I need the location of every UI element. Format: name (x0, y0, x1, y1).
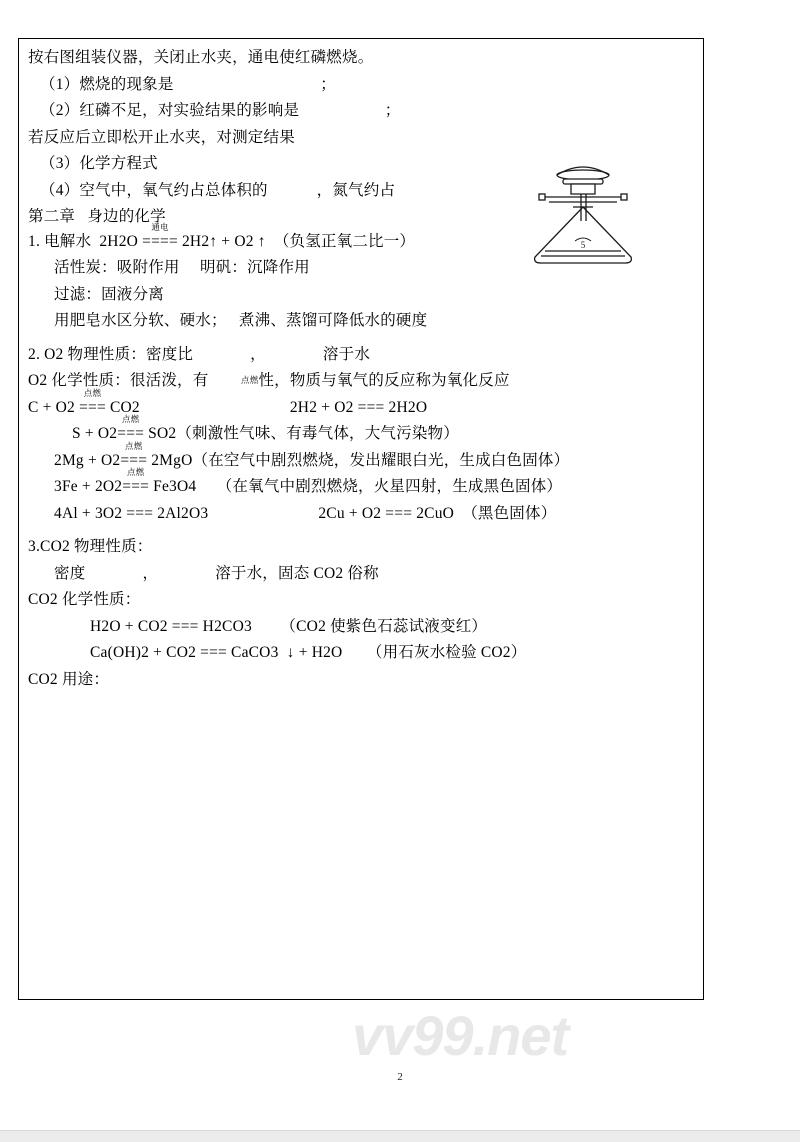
o2-chemical-prefix: O2 化学性质：很活泼，有 (28, 372, 242, 389)
item-o2-physical: 2. O2 物理性质：密度比 ， 溶于水 (28, 345, 371, 363)
reaction-arrow-electric (142, 221, 178, 250)
item-co2-density: 密度 ， 溶于水，固态 CO2 俗称 (54, 564, 379, 582)
equation-iron-oxygen (28, 467, 694, 495)
arrow-glyph: === (122, 478, 150, 495)
document-body (28, 50, 694, 698)
reaction-arrow-ignite-3 (120, 440, 148, 469)
item-filtration: 过滤：固液分离 (54, 285, 164, 303)
eq-c-prefix: C + O2 (28, 398, 80, 416)
paragraph-instruction: 按右图组装仪器，关闭止水夹，通电使红磷燃烧。 (28, 49, 374, 66)
arrow-glyph: === (79, 398, 106, 416)
viewer-bottom-bar (0, 1130, 800, 1142)
eq-mg-suffix: 2MgO（在空气中剧烈燃烧，发出耀眼白光，生成白色固体） (147, 451, 570, 469)
reaction-arrow-ignite-1 (79, 387, 106, 416)
condition-ignite-2: 点燃 (121, 414, 140, 424)
item-water-hardness: 用肥皂水区分软、硬水； 煮沸、蒸馏可降低水的硬度 (54, 312, 428, 329)
equation-water-co2: H2O + CO2 === H2CO3 （CO2 使紫色石蕊试液变红） (90, 617, 488, 635)
eq-al: 4Al + 3O2 === 2Al2O3 (54, 504, 209, 522)
page-number: 2 (397, 1071, 403, 1083)
condition-ignite-3: 点燃 (125, 440, 143, 451)
eq-fe-prefix: 3Fe + 2O2 (54, 478, 123, 495)
electrolysis-suffix: 2H2↑ + O2 ↑ （负氢正氧二比一） (177, 232, 416, 250)
eq-cu: 2Cu + O2 === 2CuO （黑色固体） (318, 504, 557, 522)
arrow-glyph: === (120, 451, 148, 469)
arrow-glyph: === (117, 425, 145, 442)
eq-h2-o2: 2H2 + O2 === 2H2O (289, 398, 428, 416)
item-co2-chemical: CO2 化学性质： (28, 591, 141, 608)
question-2-followup: 若反应后立即松开止水夹，对测定结果 (28, 128, 295, 146)
chapter-heading: 第二章 身边的化学 (28, 208, 166, 225)
item-co2-uses: CO2 用途： (28, 670, 110, 688)
watermark: vv99.net (352, 1004, 569, 1067)
eq-mg-prefix: 2Mg + O2 (54, 451, 121, 469)
electrolysis-prefix: 1. 电解水 2H2O (28, 232, 143, 250)
eq-s-prefix: S + O2 (72, 425, 118, 442)
apparatus-figure (505, 163, 673, 273)
equation-carbon-oxygen (28, 387, 694, 416)
question-3: （3）化学方程式 (40, 155, 158, 172)
condition-electric: 通电 (151, 221, 169, 232)
reaction-arrow-ignite-4 (122, 467, 150, 495)
condition-ignite-1: 点燃 (83, 387, 102, 398)
item-o2-chemical (28, 373, 694, 389)
eq-fe-suffix: Fe3O4 （在氧气中剧烈燃烧，火星四射，生成黑色固体） (149, 478, 563, 495)
item-activated-carbon: 活性炭：吸附作用 明矾：沉降作用 (54, 259, 310, 276)
figure-label: 5 (580, 240, 586, 250)
red-phosphorus-combustion-apparatus-icon (505, 163, 673, 273)
condition-ignite-inline: 点燃 (241, 375, 259, 385)
reaction-arrow-ignite-2 (117, 414, 145, 442)
question-1: （1）燃烧的现象是 ； (40, 75, 336, 93)
question-2: （2）红磷不足，对实验结果的影响是 ； (40, 102, 401, 119)
condition-ignite-4: 点燃 (126, 467, 145, 477)
equation-aluminum-copper (28, 506, 694, 522)
equation-magnesium-oxygen (28, 440, 694, 469)
o2-chemical-suffix: 性，物质与氧气的反应称为氧化反应 (258, 372, 510, 389)
arrow-glyph: ==== (142, 232, 178, 250)
question-4: （4）空气中，氧气约占总体积的 ，氮气约占 (40, 181, 396, 199)
eq-c-suffix: CO2 (105, 398, 140, 416)
equation-limewater-co2: Ca(OH)2 + CO2 === CaCO3 ↓ + H2O （用石灰水检验 CO2） (90, 644, 527, 661)
equation-sulfur-oxygen (28, 414, 694, 442)
item-co2-physical: 3.CO2 物理性质： (28, 538, 153, 555)
eq-s-suffix: SO2（刺激性气味、有毒气体，大气污染物） (144, 425, 459, 442)
